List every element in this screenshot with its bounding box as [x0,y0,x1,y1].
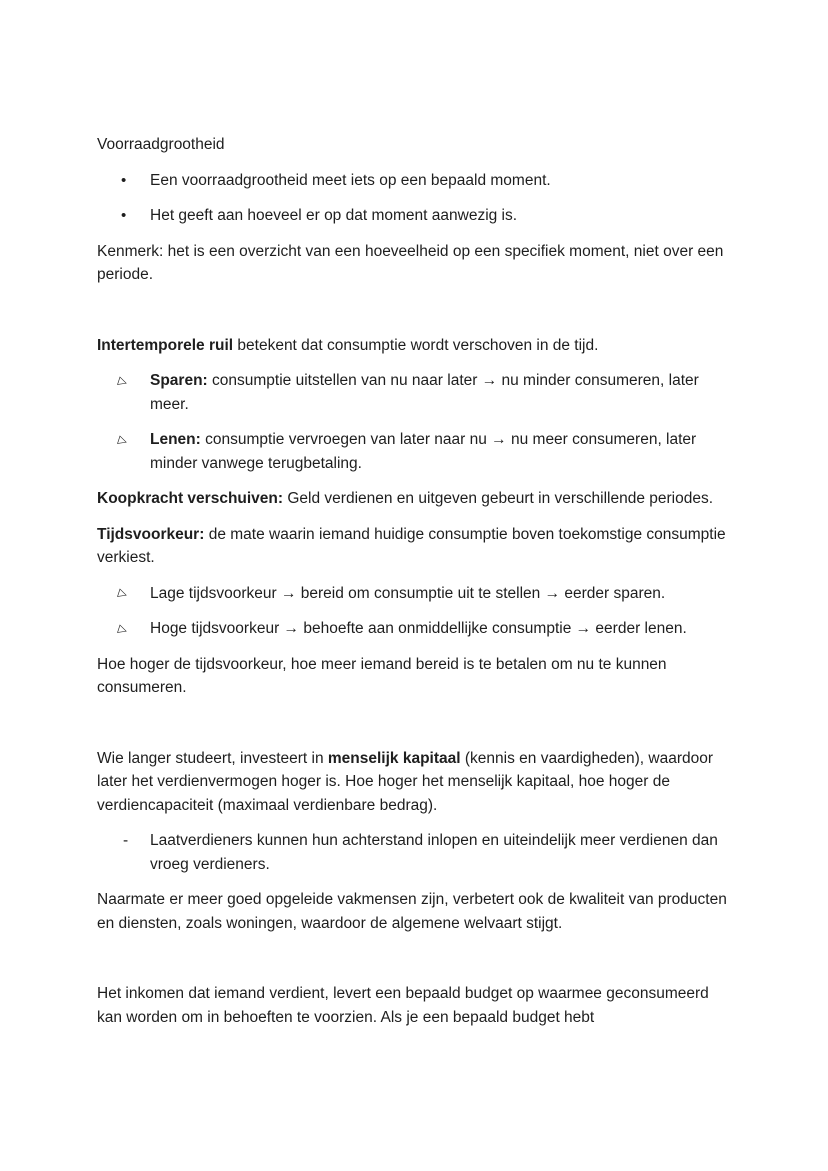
text-run: betekent dat consumptie wordt verschoven in de tijd. [233,336,599,354]
paragraph [97,487,730,511]
list-item [97,428,730,475]
paragraph-spacer [97,299,730,334]
list-item [97,617,730,641]
bold-text-run: Intertemporele ruil [97,336,234,354]
text-run: Kenmerk: het is een overzicht van een hoeveelheid op een specifiek moment, niet over een periode. [97,242,724,283]
list-item [97,369,730,416]
text-run: Geld verdienen en uitgeven gebeurt in verschillende periodes. [283,490,714,507]
arrowhead-bullet-marker: ▷ [116,586,129,602]
text-run: Laatverdieners kunnen hun achterstand inlopen en uiteindelijk meer verdienen dan vroeg verdieners. [150,832,718,873]
text-run-group [97,136,225,153]
text-run: Hoe hoger de tijdsvoorkeur, hoe meer iemand bereid is te betalen om nu te kunnen consumeren. [97,655,667,696]
text-run: Het inkomen dat iemand verdient, levert een bepaald budget op waarmee geconsumeerd kan worden om in behoeften te voorzien. Als je een bepaald budget hebt [97,985,709,1026]
arrowhead-bullet-marker: ▷ [116,622,129,637]
list-item [97,829,730,876]
text-run: de mate waarin iemand huidige consumptie boven toekomstige consumptie verkiest. [97,525,726,566]
text-run-group [97,750,713,814]
paragraph [97,523,730,570]
text-run: Een voorraadgrootheid meet iets op een bepaald moment. [150,171,551,189]
paragraph [97,747,730,818]
text-run-group [97,490,713,507]
text-run: Het geeft aan hoeveel er op dat moment aanwezig is. [150,207,518,224]
paragraph [97,888,730,935]
text-run: consumptie vervroegen van later naar nu → nu meer consumeren, later minder vanwege terugbetaling. [150,431,697,472]
text-run-group [97,656,667,697]
dash-bullet-marker: - [123,832,129,849]
text-run: (kennis en vaardigheden), waardoor later het verdienvermogen hoger is. Hoe hoger het menselijk kapitaal, hoe hoger de verdiencapaciteit (maximaal verdienbare bedrag). [97,749,714,814]
text-run-group [97,337,598,354]
list-item [97,204,730,228]
paragraph [97,334,730,358]
text-run-group [150,172,551,189]
text-run: Voorraadgrootheid [97,136,225,153]
bold-text-run: Lenen: [150,431,201,448]
dot-bullet-marker: • [121,171,127,189]
text-run-group [97,526,726,567]
text-run-group [97,891,727,932]
text-run-group [150,207,517,224]
paragraph-spacer [97,712,730,747]
text-run-group [150,620,687,637]
text-run-group [150,431,696,472]
paragraph [97,133,730,157]
paragraph [97,982,730,1029]
text-run-group [97,243,723,284]
list-item [97,582,730,606]
bold-text-run: Koopkracht verschuiven: [97,490,284,507]
text-run: Wie langer studeert, investeert in [97,749,328,767]
paragraph [97,240,730,287]
text-run: consumptie uitstellen van nu naar later → nu minder consumeren, later meer. [150,372,699,413]
text-run: Lage tijdsvoorkeur → bereid om consumptie uit te stellen → eerder sparen. [150,584,666,602]
text-run-group [150,585,665,602]
bold-text-run: Tijdsvoorkeur: [97,525,205,543]
text-run-group [97,985,709,1026]
text-run-group [150,832,718,873]
bold-text-run: menselijk kapitaal [327,749,461,767]
arrowhead-bullet-marker: ▷ [116,433,129,448]
text-run: Hoge tijdsvoorkeur → behoefte aan onmiddellijke consumptie → eerder lenen. [150,620,687,637]
paragraph-spacer [97,947,730,982]
dot-bullet-marker: • [121,207,127,224]
bold-text-run: Sparen: [150,372,208,389]
text-run: Naarmate er meer goed opgeleide vakmensen zijn, verbetert ook de kwaliteit van producten en diensten, zoals woningen, waardoor de algemene welvaart stijgt. [97,891,727,932]
list-item [97,169,730,193]
arrowhead-bullet-marker: ▷ [116,374,129,389]
document-content [97,133,730,1029]
paragraph [97,653,730,700]
text-run-group [150,372,699,413]
